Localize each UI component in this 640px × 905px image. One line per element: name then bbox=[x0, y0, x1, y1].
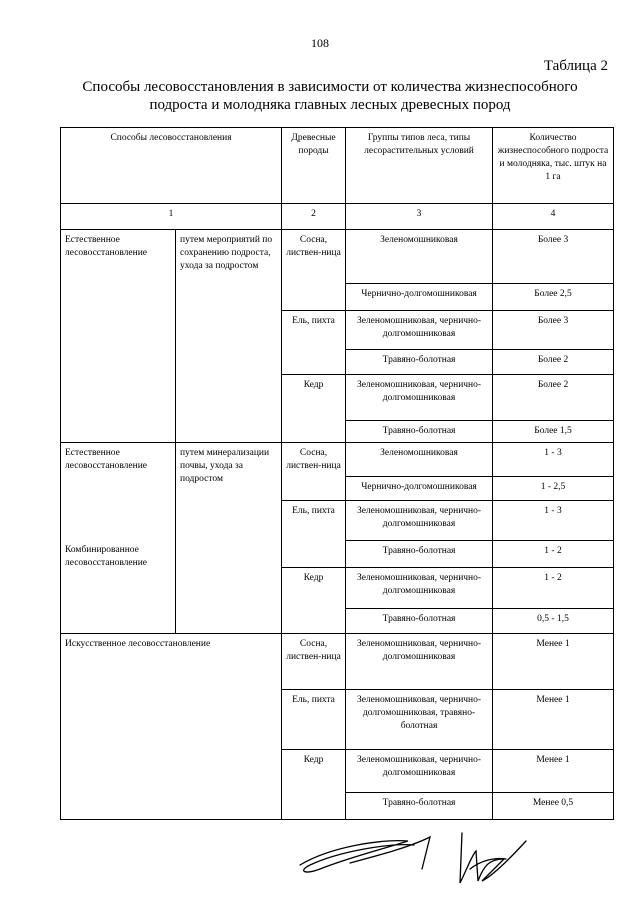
page-number: 108 bbox=[311, 36, 329, 50]
header-species: Древесные породы bbox=[282, 128, 346, 204]
header-row bbox=[61, 128, 614, 204]
table-row bbox=[61, 443, 614, 476]
forest-type: Зеленомошниковая bbox=[346, 443, 493, 476]
quantity-value: Более 2 bbox=[493, 375, 614, 421]
method-natural: Естественное лесовосстановление bbox=[61, 443, 176, 540]
method-combined: Комбинированное лесовосстановление bbox=[61, 540, 176, 633]
quantity-value: Менее 1 bbox=[493, 689, 614, 749]
species-cedar: Кедр bbox=[282, 749, 346, 819]
forest-type: Зеленомошниковая, чернично-долгомошниковая bbox=[346, 749, 493, 792]
table-label: Таблица 2 bbox=[543, 58, 608, 74]
forest-type: Травяно-болотная bbox=[346, 540, 493, 567]
quantity-value: Более 2 bbox=[493, 350, 614, 375]
forest-type: Травяно-болотная bbox=[346, 420, 493, 443]
document-title bbox=[60, 78, 600, 114]
species-pine-larch: Сосна, листвен-ница bbox=[282, 633, 346, 689]
column-number-1: 1 bbox=[61, 203, 282, 230]
species-cedar: Кедр bbox=[282, 375, 346, 443]
title-line-2: подроста и молодняка главных лесных древесных пород bbox=[149, 97, 511, 113]
quantity-value: Более 3 bbox=[493, 230, 614, 284]
quantity-value: 1 - 3 bbox=[493, 501, 614, 540]
quantity-value: 1 - 2,5 bbox=[493, 476, 614, 501]
reforestation-table bbox=[60, 127, 614, 820]
quantity-value: Менее 1 bbox=[493, 749, 614, 792]
column-number-3: 3 bbox=[346, 203, 493, 230]
species-pine-larch: Сосна, листвен-ница bbox=[282, 443, 346, 501]
forest-type: Зеленомошниковая, чернично-долгомошниковая, травяно-болотная bbox=[346, 689, 493, 749]
title-line-1: Способы лесовосстановления в зависимости от количества жизнеспособного bbox=[82, 79, 578, 95]
table-row bbox=[61, 230, 614, 284]
forest-type: Зеленомошниковая, чернично-долгомошниковая bbox=[346, 567, 493, 608]
quantity-value: Более 3 bbox=[493, 311, 614, 350]
method-artificial: Искусственное лесовосстановление bbox=[61, 633, 282, 819]
column-number-2: 2 bbox=[282, 203, 346, 230]
species-spruce-fir: Ель, пихта bbox=[282, 689, 346, 749]
header-quantity: Количество жизнеспособного подроста и молодняка, тыс. штук на 1 га bbox=[493, 128, 614, 204]
forest-type: Травяно-болотная bbox=[346, 792, 493, 819]
forest-type: Зеленомошниковая, чернично-долгомошниковая bbox=[346, 501, 493, 540]
forest-type: Травяно-болотная bbox=[346, 350, 493, 375]
method-mineralization: путем минерализации почвы, ухода за подростом bbox=[176, 443, 282, 633]
species-spruce-fir: Ель, пихта bbox=[282, 501, 346, 567]
forest-type: Зеленомошниковая, чернично-долгомошниковая bbox=[346, 311, 493, 350]
species-cedar: Кедр bbox=[282, 567, 346, 633]
quantity-value: 1 - 3 bbox=[493, 443, 614, 476]
quantity-value: 1 - 2 bbox=[493, 540, 614, 567]
forest-type: Зеленомошниковая, чернично-долгомошниковая bbox=[346, 375, 493, 421]
species-spruce-fir: Ель, пихта bbox=[282, 311, 346, 375]
method-natural: Естественное лесовосстановление bbox=[61, 230, 176, 443]
forest-type: Зеленомошниковая, чернично-долгомошниковая bbox=[346, 633, 493, 689]
table-row bbox=[61, 633, 614, 689]
forest-type: Зеленомошниковая bbox=[346, 230, 493, 284]
header-forest-groups: Группы типов леса, типы лесорастительных условий bbox=[346, 128, 493, 204]
forest-type: Чернично-долгомошниковая bbox=[346, 284, 493, 311]
quantity-value: Менее 1 bbox=[493, 633, 614, 689]
quantity-value: Более 2,5 bbox=[493, 284, 614, 311]
quantity-value: 1 - 2 bbox=[493, 567, 614, 608]
header-methods: Способы лесовосстановления bbox=[61, 128, 282, 204]
method-preserve-undergrowth: путем мероприятий по сохранению подроста, ухода за подростом bbox=[176, 230, 282, 443]
quantity-value: 0,5 - 1,5 bbox=[493, 608, 614, 633]
species-pine-larch: Сосна, листвен-ница bbox=[282, 230, 346, 311]
quantity-value: Менее 0,5 bbox=[493, 792, 614, 819]
quantity-value: Более 1,5 bbox=[493, 420, 614, 443]
column-numbers-row bbox=[61, 203, 614, 230]
forest-type: Травяно-болотная bbox=[346, 608, 493, 633]
handwritten-signature bbox=[290, 825, 530, 895]
forest-type: Чернично-долгомошниковая bbox=[346, 476, 493, 501]
column-number-4: 4 bbox=[493, 203, 614, 230]
